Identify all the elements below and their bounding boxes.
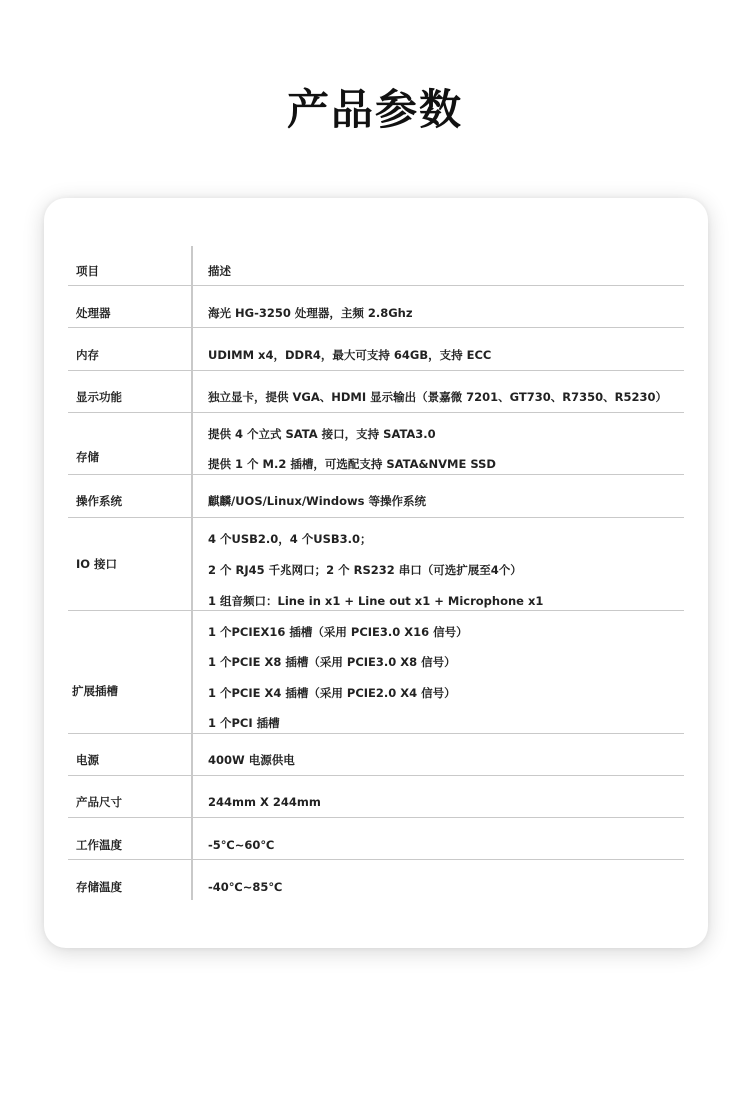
table-row xyxy=(68,413,684,475)
row-label: 工作温度 xyxy=(76,838,122,852)
row-label: 扩展插槽 xyxy=(72,684,118,698)
row-value-line: 4 个USB2.0，4 个USB3.0； xyxy=(208,532,372,546)
column-divider xyxy=(191,246,193,900)
row-label: 显示功能 xyxy=(76,390,122,404)
table-row xyxy=(68,734,684,776)
table-header-row xyxy=(68,246,684,286)
header-label-item: 项目 xyxy=(76,264,99,278)
table-row xyxy=(68,286,684,328)
table-row xyxy=(68,518,684,611)
row-value-line: 1 个PCI 插槽 xyxy=(208,716,280,730)
row-value-line: -5℃~60℃ xyxy=(208,838,275,852)
header-description-text: 描述 xyxy=(208,264,231,278)
table-row xyxy=(68,328,684,371)
row-value-line: 麒麟/UOS/Linux/Windows 等操作系统 xyxy=(208,494,426,508)
row-value-line: 提供 4 个立式 SATA 接口，支持 SATA3.0 xyxy=(208,427,436,441)
table-row xyxy=(68,611,684,734)
row-value-line: -40℃~85℃ xyxy=(208,880,283,894)
row-value-line: 独立显卡，提供 VGA、HDMI 显示输出（景嘉微 7201、GT730、R7350、R5230） xyxy=(208,390,667,404)
row-value-line: 2 个 RJ45 千兆网口；2 个 RS232 串口（可选扩展至4个） xyxy=(208,563,522,577)
table-row xyxy=(68,371,684,413)
row-value-line: 244mm X 244mm xyxy=(208,795,321,809)
row-value-line: 400W 电源供电 xyxy=(208,753,295,767)
row-label: 产品尺寸 xyxy=(76,795,122,809)
table-row xyxy=(68,860,684,900)
row-value-line: 1 个PCIE X4 插槽（采用 PCIE2.0 X4 信号） xyxy=(208,686,456,700)
row-label: 存储 xyxy=(76,450,99,464)
row-value-line: 海光 HG-3250 处理器，主频 2.8Ghz xyxy=(208,306,413,320)
table-row xyxy=(68,818,684,860)
table-row xyxy=(68,475,684,518)
page-title: 产品参数 xyxy=(286,85,463,134)
row-label: 处理器 xyxy=(76,306,111,320)
row-value-line: 提供 1 个 M.2 插槽，可选配支持 SATA&NVME SSD xyxy=(208,457,496,471)
row-label: 内存 xyxy=(76,348,99,362)
row-value-line: 1 个PCIE X8 插槽（采用 PCIE3.0 X8 信号） xyxy=(208,655,456,669)
row-label: 电源 xyxy=(76,753,99,767)
table-row xyxy=(68,776,684,818)
row-label: 存储温度 xyxy=(76,880,122,894)
row-label: IO 接口 xyxy=(76,557,118,571)
spec-card xyxy=(44,198,708,948)
row-value-line: 1 个PCIEX16 插槽（采用 PCIE3.0 X16 信号） xyxy=(208,625,468,639)
row-value-line: 1 组音频口：Line in x1 + Line out x1 + Microphone x1 xyxy=(208,594,544,608)
row-label: 操作系统 xyxy=(76,494,122,508)
row-value-line: UDIMM x4，DDR4，最大可支持 64GB，支持 ECC xyxy=(208,348,492,362)
